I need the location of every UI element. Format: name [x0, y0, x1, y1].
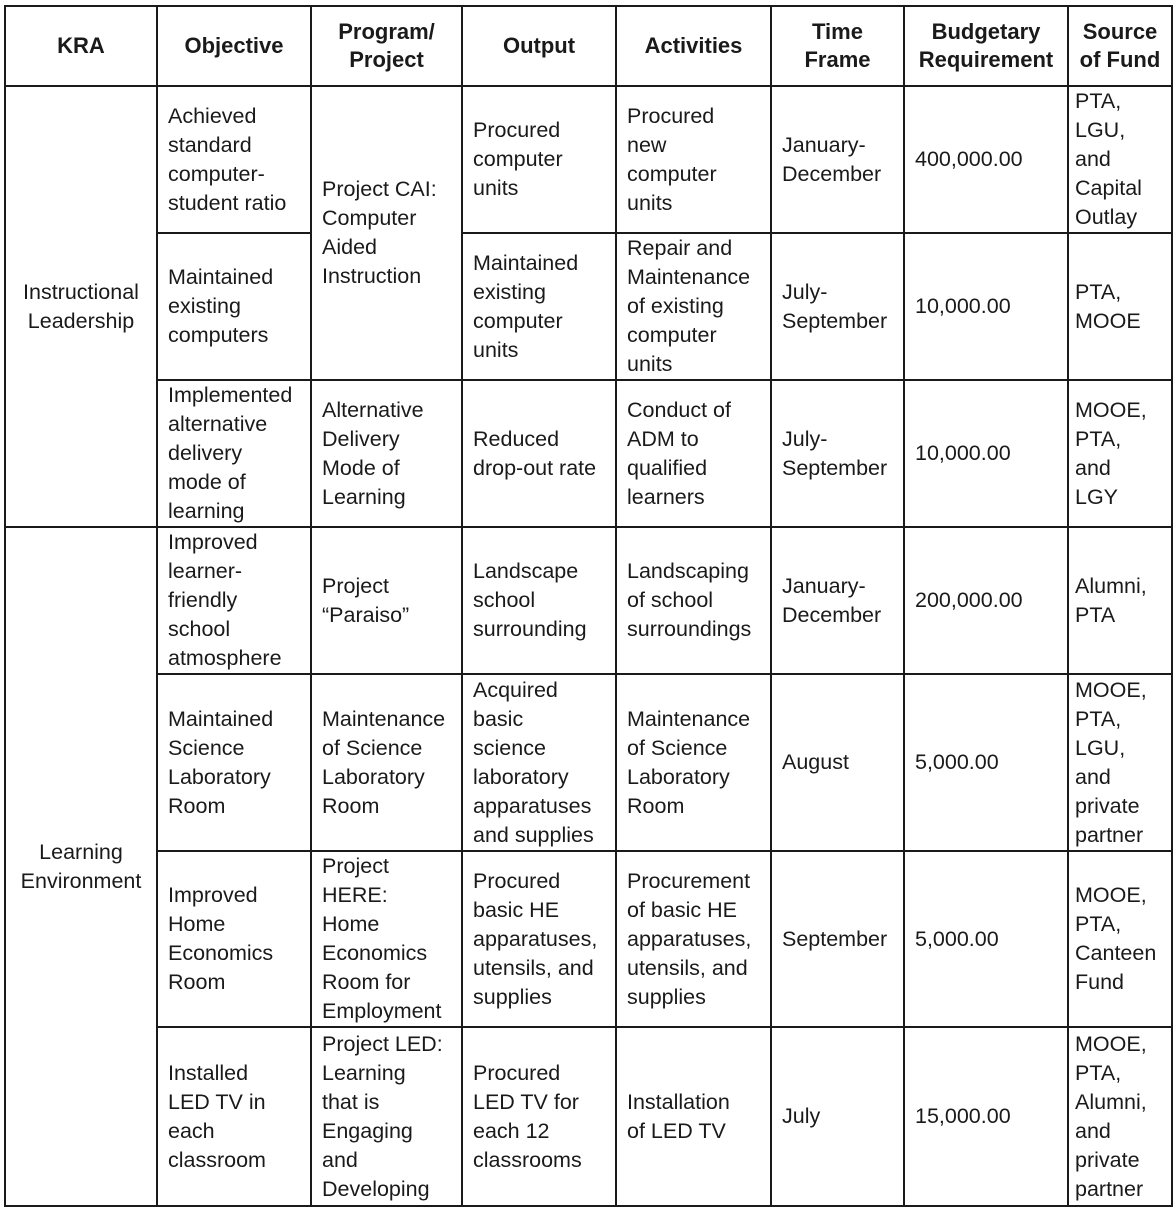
time-frame-cell: August: [771, 674, 904, 851]
time-frame-cell: July- September: [771, 380, 904, 527]
table-row: [5, 1027, 1172, 1206]
objective-cell: Installed LED TV in each classroom: [157, 1027, 311, 1206]
program-cell: Project HERE: Home Economics Room for Employment: [311, 851, 462, 1027]
activities-cell: Maintenance of Science Laboratory Room: [616, 674, 771, 851]
output-cell: Maintained existing computer units: [462, 233, 616, 380]
activities-cell: Conduct of ADM to qualified learners: [616, 380, 771, 527]
time-frame-cell: January- December: [771, 86, 904, 233]
output-cell: Procured LED TV for each 12 classrooms: [462, 1027, 616, 1206]
header-program: Program/ Project: [311, 6, 462, 86]
kra-plan-table: [4, 5, 1173, 1207]
table-row: [5, 86, 1172, 233]
activities-cell: Procured new computer units: [616, 86, 771, 233]
time-frame-cell: July- September: [771, 233, 904, 380]
time-frame-cell: January- December: [771, 527, 904, 674]
budget-cell: 5,000.00: [904, 674, 1068, 851]
output-cell: Procured computer units: [462, 86, 616, 233]
table-row: [5, 851, 1172, 1027]
source-cell: MOOE, PTA, Canteen Fund: [1068, 851, 1172, 1027]
header-budget: Budgetary Requirement: [904, 6, 1068, 86]
activities-cell: Installation of LED TV: [616, 1027, 771, 1206]
table-row: [5, 527, 1172, 674]
activities-cell: Procurement of basic HE apparatuses, utensils, and supplies: [616, 851, 771, 1027]
activities-cell: Repair and Maintenance of existing computer units: [616, 233, 771, 380]
output-cell: Reduced drop-out rate: [462, 380, 616, 527]
header-source: Source of Fund: [1068, 6, 1172, 86]
program-cell: Maintenance of Science Laboratory Room: [311, 674, 462, 851]
budget-cell: 15,000.00: [904, 1027, 1068, 1206]
header-kra: KRA: [5, 6, 157, 86]
budget-cell: 200,000.00: [904, 527, 1068, 674]
objective-cell: Implemented alternative delivery mode of learning: [157, 380, 311, 527]
objective-cell: Maintained Science Laboratory Room: [157, 674, 311, 851]
budget-cell: 10,000.00: [904, 380, 1068, 527]
source-cell: Alumni, PTA: [1068, 527, 1172, 674]
header-row: [5, 6, 1172, 86]
source-cell: MOOE, PTA, LGU, and private partner: [1068, 674, 1172, 851]
program-cell: Project “Paraiso”: [311, 527, 462, 674]
source-cell: MOOE, PTA, Alumni, and private partner: [1068, 1027, 1172, 1206]
output-cell: Procured basic HE apparatuses, utensils, and supplies: [462, 851, 616, 1027]
activities-cell: Landscaping of school surroundings: [616, 527, 771, 674]
kra-cell-instructional: Instructional Leadership: [5, 86, 157, 527]
table-row: [5, 380, 1172, 527]
header-objective: Objective: [157, 6, 311, 86]
budget-cell: 400,000.00: [904, 86, 1068, 233]
table-row: [5, 674, 1172, 851]
header-output: Output: [462, 6, 616, 86]
output-cell: Acquired basic science laboratory apparatuses and supplies: [462, 674, 616, 851]
header-activities: Activities: [616, 6, 771, 86]
source-cell: MOOE, PTA, and LGY: [1068, 380, 1172, 527]
source-cell: PTA, MOOE: [1068, 233, 1172, 380]
source-cell: PTA, LGU, and Capital Outlay: [1068, 86, 1172, 233]
objective-cell: Achieved standard computer- student ratio: [157, 86, 311, 233]
budget-cell: 5,000.00: [904, 851, 1068, 1027]
program-cell: Project LED: Learning that is Engaging and Developing: [311, 1027, 462, 1206]
time-frame-cell: July: [771, 1027, 904, 1206]
output-cell: Landscape school surrounding: [462, 527, 616, 674]
header-time-frame: Time Frame: [771, 6, 904, 86]
program-cell: Project CAI: Computer Aided Instruction: [311, 86, 462, 380]
objective-cell: Maintained existing computers: [157, 233, 311, 380]
time-frame-cell: September: [771, 851, 904, 1027]
program-cell: Alternative Delivery Mode of Learning: [311, 380, 462, 527]
budget-cell: 10,000.00: [904, 233, 1068, 380]
kra-cell-learning: Learning Environment: [5, 527, 157, 1206]
objective-cell: Improved Home Economics Room: [157, 851, 311, 1027]
objective-cell: Improved learner- friendly school atmosphere: [157, 527, 311, 674]
table-row: [5, 233, 1172, 380]
